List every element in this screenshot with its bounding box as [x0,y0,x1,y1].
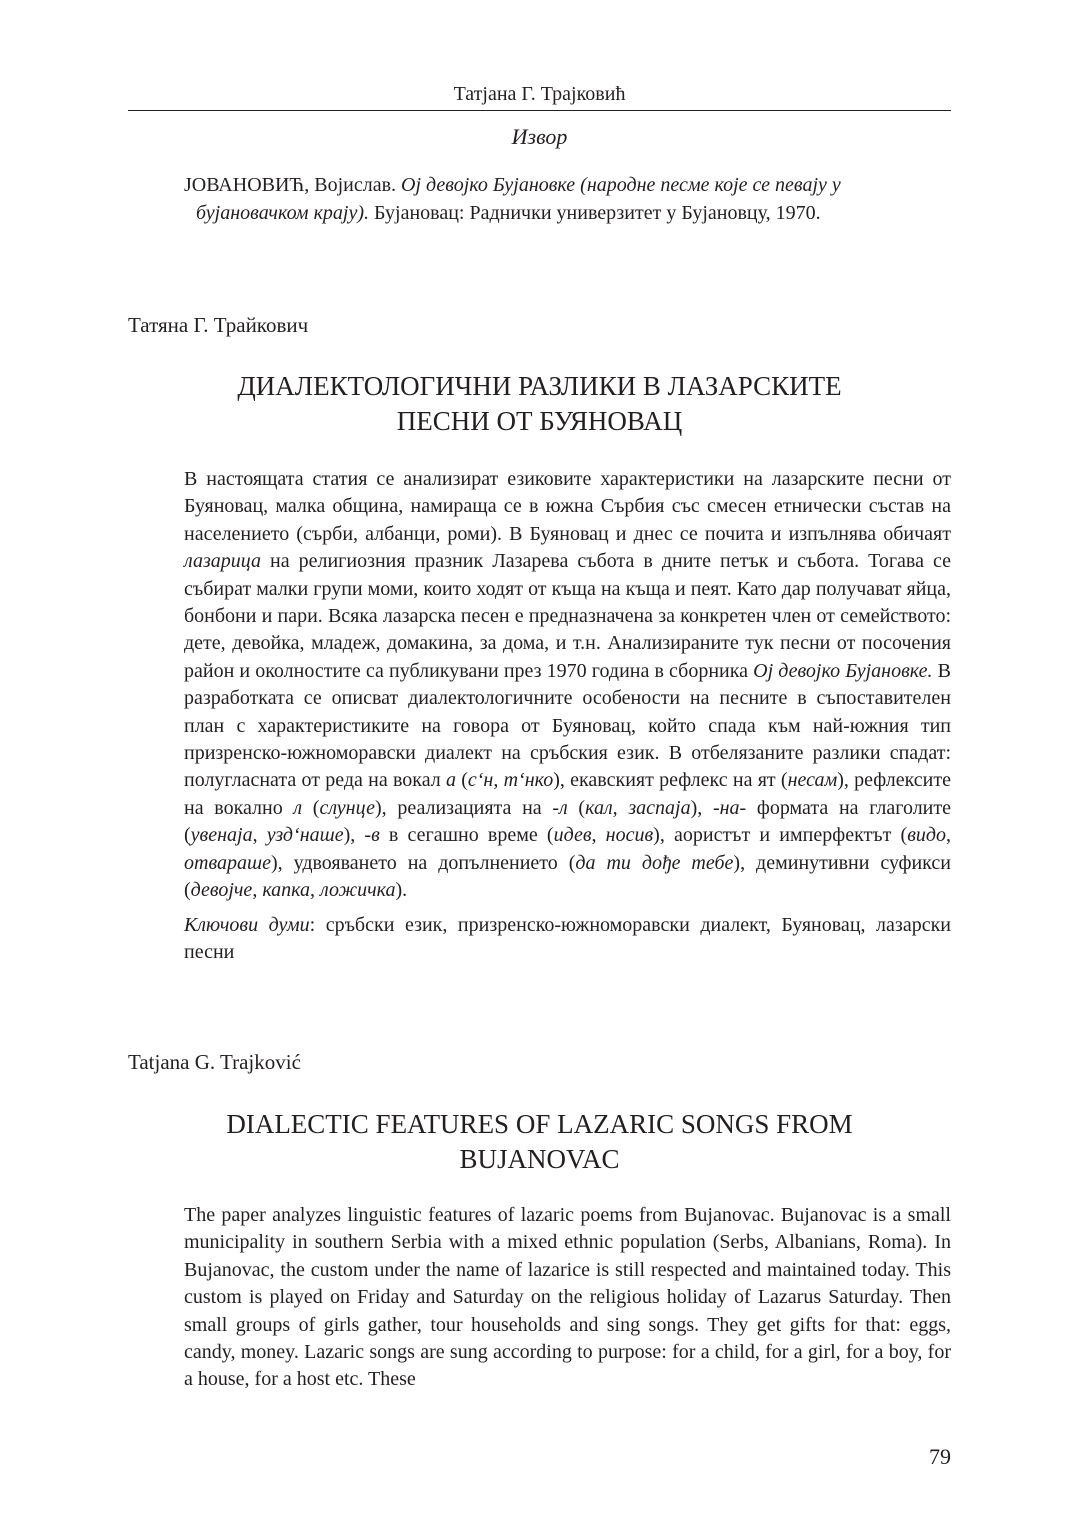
reference-publisher: Бујановац: Раднички универзитет у Бујановцу, 1970. [369,202,821,224]
abstract-emphasis: отвараше [184,851,271,874]
abstract-emphasis: да ти дође тебе [575,851,734,874]
abstract-text: ), [343,824,365,847]
english-title [128,1107,951,1177]
page-number: 79 [929,1444,951,1469]
english-title-line2: BUJANOVAC [459,1144,620,1174]
abstract-emphasis: Ој девојко Бујановке. [753,659,933,682]
abstract-emphasis: узд‘наше [266,824,344,847]
bulgarian-abstract-paragraph [184,466,951,905]
abstract-text: В настоящата статия се анализират езиковите характеристики на лазарските песни от Буяновац, малка община, намираща се в южна Сърбия със смесен етнически състав на населението (сърби, албанци, роми). В Буяновац и днес се почита и изпълнява обичаят [184,468,951,545]
abstract-text: , [310,879,321,902]
keywords-label: Ключови думи [184,913,310,936]
keywords [184,912,951,967]
abstract-text: ), деминутивни суфикси ( [184,851,951,902]
abstract-text: , [493,769,504,792]
abstract-text: ), реализацията на [374,796,553,819]
abstract-text: ), екавският рефлекс на ят ( [553,769,788,792]
bibliography-reference [184,171,951,227]
abstract-emphasis: ложичка [320,879,396,902]
abstract-text: ( [567,796,586,819]
abstract-emphasis: слунце [319,796,375,819]
reference-title-part1: Ој девојко Бујановке (народне песме које се певају у [401,174,841,196]
abstract-emphasis: л [293,796,303,819]
abstract-text: , [252,879,263,902]
bulgarian-title [128,369,951,439]
abstract-text: на религиозния празник Лазарева събота в дните петък и събота. Тогава се събират малки групи моми, които ходят от къща на къща и пеят. Като дар получават яйца, бонбони и пари. Всяка лазарска песен е предназначена за конкретен член от семейството: дете, девойка, младеж, домакина, за дома, и т.н. Анализираните тук песни от посочения район и околностите са публикувани през 1970 година в сборника [184,550,951,682]
abstract-emphasis: т‘нко [503,769,554,792]
abstract-emphasis: кал [585,796,613,819]
reference-title-part2: бујановачком крају). [196,202,370,224]
abstract-emphasis: увенаја [190,824,253,847]
abstract-text: , [946,824,951,847]
abstract-text: ( [455,769,468,792]
abstract-emphasis: лазарица [184,550,262,573]
reference-author: ЈОВАНОВИЋ, Војислав. [184,174,402,196]
abstract-emphasis: носив [605,824,654,847]
bulgarian-author: Татяна Г. Трайкович [128,313,309,337]
abstract-text: , [591,824,606,847]
running-head: Татјана Г. Трајковић [453,83,626,105]
abstract-emphasis: заспаја [628,796,691,819]
abstract-text: , [252,824,267,847]
abstract-emphasis: -на- [712,796,747,819]
english-author: Tatjana G. Trajković [128,1050,301,1074]
abstract-text: ), [690,796,713,819]
abstract-emphasis: а [445,769,456,792]
abstract-emphasis: идев [553,824,592,847]
english-title-line1: DIALECTIC FEATURES OF LAZARIC SONGS FROM [226,1109,853,1139]
keywords-text: : сръбски език, призренско-южноморавски диалект, Буяновац, лазарски песни [184,913,951,963]
abstract-emphasis: видо [907,824,946,847]
abstract-text: ). [395,879,408,902]
abstract-emphasis: -л [552,796,568,819]
bulgarian-title-line2: ПЕСНИ ОТ БУЯНОВАЦ [396,406,683,436]
bulgarian-abstract [184,466,951,966]
reference-line2 [184,199,951,227]
abstract-text: формата на глаголите ( [184,796,951,847]
abstract-text: ), удвояването на допълнението ( [270,851,576,874]
abstract-text: ( [302,796,320,819]
abstract-text: ), рефлексите на вокално [184,769,951,819]
abstract-text: ), аористът и имперфектът ( [653,824,908,847]
abstract-text: В разработката се описват диалектологичните особености на песните в съпоставителен план с характеристиките на говора от Буяновац, който спада към най-южния тип призренско-южноморавски диалект на сръбския език. В отбелязаните разлики спадат: полугласната от реда на вокал [184,659,951,792]
english-abstract-paragraph: The paper analyzes linguistic features of lazaric poems from Bujanovac. Bujanovac is a small municipality in southern Serbia with a mixed ethnic population (Serbs, Albanians, Roma). In Bujanovac, the custom under the name of lazarice is still respected and maintained today. This custom is played on Friday and Saturday on the religious holiday of Lazarus Saturday. Then small groups of girls gather, tour households and sing songs. They get gifts for that: eggs, candy, money. Lazaric songs are sung according to purpose: for a child, for a girl, for a boy, for a house, for a host etc. These [184,1204,951,1391]
source-heading: Извор [511,124,568,149]
abstract-text: в сегашно време ( [379,824,554,847]
abstract-emphasis: девојче [190,879,253,902]
bulgarian-title-line1: ДИАЛЕКТОЛОГИЧНИ РАЗЛИКИ В ЛАЗАРСКИТЕ [237,371,842,401]
abstract-emphasis: -в [364,824,380,847]
header-rule [128,110,951,111]
abstract-emphasis: с‘н [467,769,494,792]
english-abstract [184,1202,951,1394]
abstract-emphasis: капка [262,879,311,902]
abstract-emphasis: несам [787,769,838,792]
abstract-text: , [612,796,629,819]
